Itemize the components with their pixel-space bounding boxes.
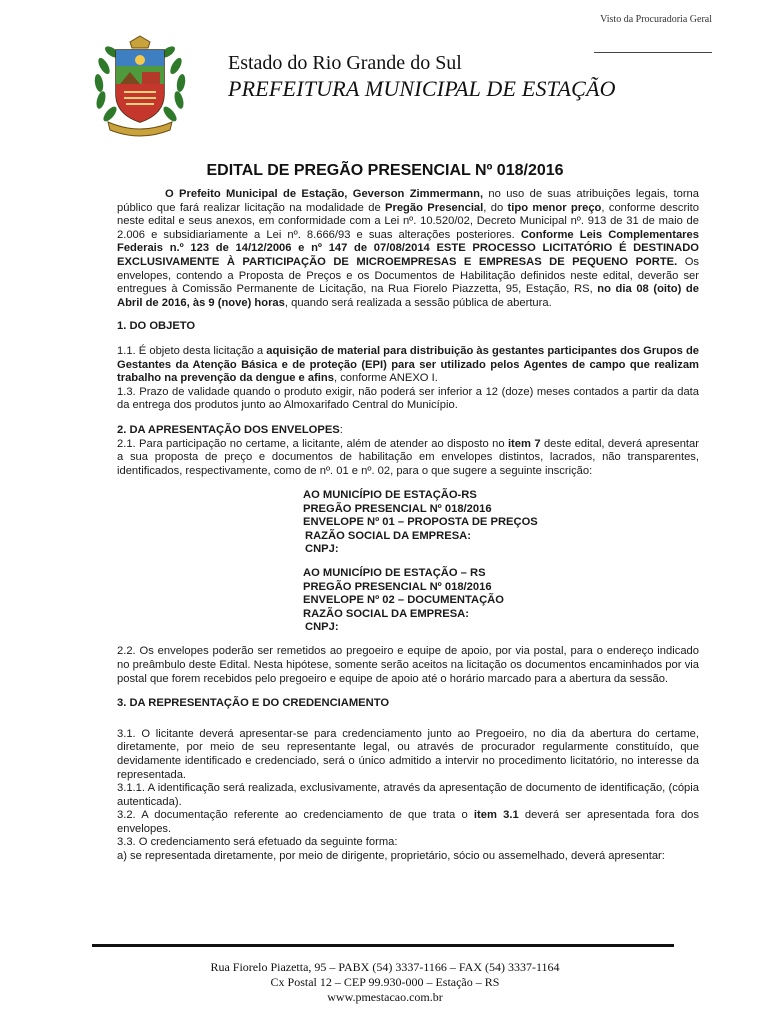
intro-tipo: tipo menor preço	[507, 201, 602, 214]
intro-text: , conforme descrito neste edital e seus anexos, em conformidade com a Lei nº. 10.520/02, Decreto Municipal nº. 913 de 31 de maio de 2.006 e subsidiariamente a Lei nº. 8.666/93 e suas alterações posteriores.	[117, 201, 700, 241]
clause-text: 1.1. É objeto desta licitação a	[117, 344, 267, 357]
state-name: Estado do Rio Grande do Sul	[228, 52, 462, 74]
envelope-line: AO MUNICÍPIO DE ESTAÇÃO-RS	[303, 489, 477, 502]
clause-text: deverá ser apresentada fora dos envelopes.	[117, 809, 699, 835]
clause-item-ref: item 3.1	[473, 809, 519, 822]
intro-text: no uso de suas atribuições legais, torna público que fará realizar licitação na modalidade de	[117, 188, 699, 214]
intro-text: Os envelopes, contendo a Proposta de Preços e os Documentos de Habilitação definidos neste edital, deverão ser entregues à Comissão Permanente de Licitação, na Rua Fiorelo Piazzetta, 95, Estação, RS,	[117, 255, 699, 296]
clause-text: , conforme ANEXO I.	[333, 372, 438, 385]
envelope-line: CNPJ:	[305, 620, 339, 633]
envelope-line: AO MUNICÍPIO DE ESTAÇÃO – RS	[303, 567, 486, 580]
intro-text: , quando será realizada a sessão pública de abertura.	[284, 296, 552, 309]
section-2-heading	[117, 424, 699, 438]
envelope-line: PREGÃO PRESENCIAL Nº 018/2016	[303, 502, 492, 515]
envelope-2-label	[303, 567, 699, 634]
intro-mayor: O Prefeito Municipal de Estação, Geverson Zimmermann,	[165, 188, 484, 200]
envelope-line: PREGÃO PRESENCIAL Nº 018/2016	[303, 580, 492, 593]
footer-postal: Cx Postal 12 – CEP 99.930-000 – Estação – RS	[270, 975, 500, 989]
colon: :	[339, 423, 343, 436]
clause-text: 3.2. A documentação referente ao credenciamento de que trata o	[117, 809, 474, 822]
section-1-heading: 1. DO OBJETO	[117, 320, 196, 333]
section-2-title: 2. DA APRESENTAÇÃO DOS ENVELOPES	[117, 423, 340, 436]
clause-object: aquisição de material para distribuição às gestantes participantes dos Grupos de Gestantes da Atenção Básica e de proteção (EPI) para ser utilizado pelos Agentes de campo que realizam trabalho na prevenção da dengue e afins	[117, 344, 700, 385]
envelope-1-label	[303, 489, 699, 556]
intro-lc-notice: Conforme Leis Complementares Federais n.º 123 de 14/12/2006 e nº 147 de 07/08/2014 ESTE PROCESSO LICITATÓRIO É DESTINADO EXCLUSIVAMENTE À PARTICIPAÇÃO DE MICROEMPRESAS E EMPRESAS DE PEQUENO PORTE.	[117, 228, 699, 268]
intro-modalidade: Pregão Presencial	[385, 201, 484, 214]
clause-text: deste edital, deverá apresentar a sua proposta de preço e documentos de habilitação em envelopes distintos, lacrados, não transparentes, identificados, respectivamente, como de nº. 01 e nº. 02, para o que sugere a seguinte inscrição:	[117, 437, 699, 477]
clause-2-1	[117, 438, 699, 479]
footer-address: Rua Fiorelo Piazetta, 95 – PABX (54) 3337-1166 – FAX (54) 3337-1164	[210, 960, 560, 974]
footer	[0, 960, 770, 1005]
clause-1-1	[117, 345, 699, 386]
signature-line	[594, 52, 712, 53]
clause-2-2: 2.2. Os envelopes poderão ser remetidos ao pregoeiro e equipe de apoio, por via postal, para o endereço indicado no preâmbulo deste Edital. Nesta hipótese, somente serão aceitos na licitação os documentos encaminhados por via postal que forem recebidos pelo pregoeiro e equipe de apoio até o horário marcado para a abertura da sessão.	[117, 645, 699, 685]
clause-item-ref: item 7	[507, 437, 541, 450]
clause-3-2	[117, 809, 699, 836]
visto-label: Visto da Procuradoria Geral	[600, 14, 712, 25]
envelope-line: ENVELOPE Nº 01 – PROPOSTA DE PREÇOS	[303, 516, 538, 529]
intro-paragraph	[117, 188, 699, 310]
clause-3-1-1: 3.1.1. A identificação será realizada, exclusivamente, através da apresentação de documento de identificação, (cópia autenticada).	[117, 782, 699, 808]
municipal-coat-of-arms	[90, 28, 190, 138]
clause-text: 2.1. Para participação no certame, a licitante, além de atender ao disposto no	[117, 437, 508, 450]
clause-1-3: 1.3. Prazo de validade quando o produto exigir, não poderá ser inferior a 12 (doze) meses contados a partir da data da entrega dos produtos junto ao Almoxarifado Central do Município.	[117, 385, 699, 412]
clause-3-3-a: a) se representada diretamente, por meio de dirigente, proprietário, sócio ou assemelhado, deverá apresentar:	[117, 850, 665, 863]
envelope-line: ENVELOPE Nº 02 – DOCUMENTAÇÃO	[303, 594, 504, 607]
clause-3-1: 3.1. O licitante deverá apresentar-se para credenciamento junto ao Pregoeiro, no dia da abertura do certame, diretamente, por meio de seu representante legal, ou através de procurador regularmente constituído, que devidamente identificado e credenciado, será o único admitido a intervir no procedimento licitatório, no interesse da representada.	[117, 727, 699, 781]
envelope-line: RAZÃO SOCIAL DA EMPRESA:	[305, 529, 471, 542]
prefeitura-name: PREFEITURA MUNICIPAL DE ESTAÇÃO	[228, 76, 616, 101]
footer-divider	[92, 944, 674, 947]
footer-website: www.pmestacao.com.br	[327, 990, 443, 1004]
section-3-heading: 3. DA REPRESENTAÇÃO E DO CREDENCIAMENTO	[117, 697, 390, 710]
intro-text: , do	[483, 201, 508, 214]
clause-3-3: 3.3. O credenciamento será efetuado da seguinte forma:	[117, 836, 398, 849]
envelope-line: RAZÃO SOCIAL DA EMPRESA:	[303, 607, 469, 620]
envelope-line: CNPJ:	[305, 542, 339, 555]
edital-title: EDITAL DE PREGÃO PRESENCIAL Nº 018/2016	[206, 162, 564, 179]
intro-date: no dia 08 (oito) de Abril de 2016, às 9 (nove) horas	[117, 283, 699, 309]
edital-body	[117, 188, 699, 864]
